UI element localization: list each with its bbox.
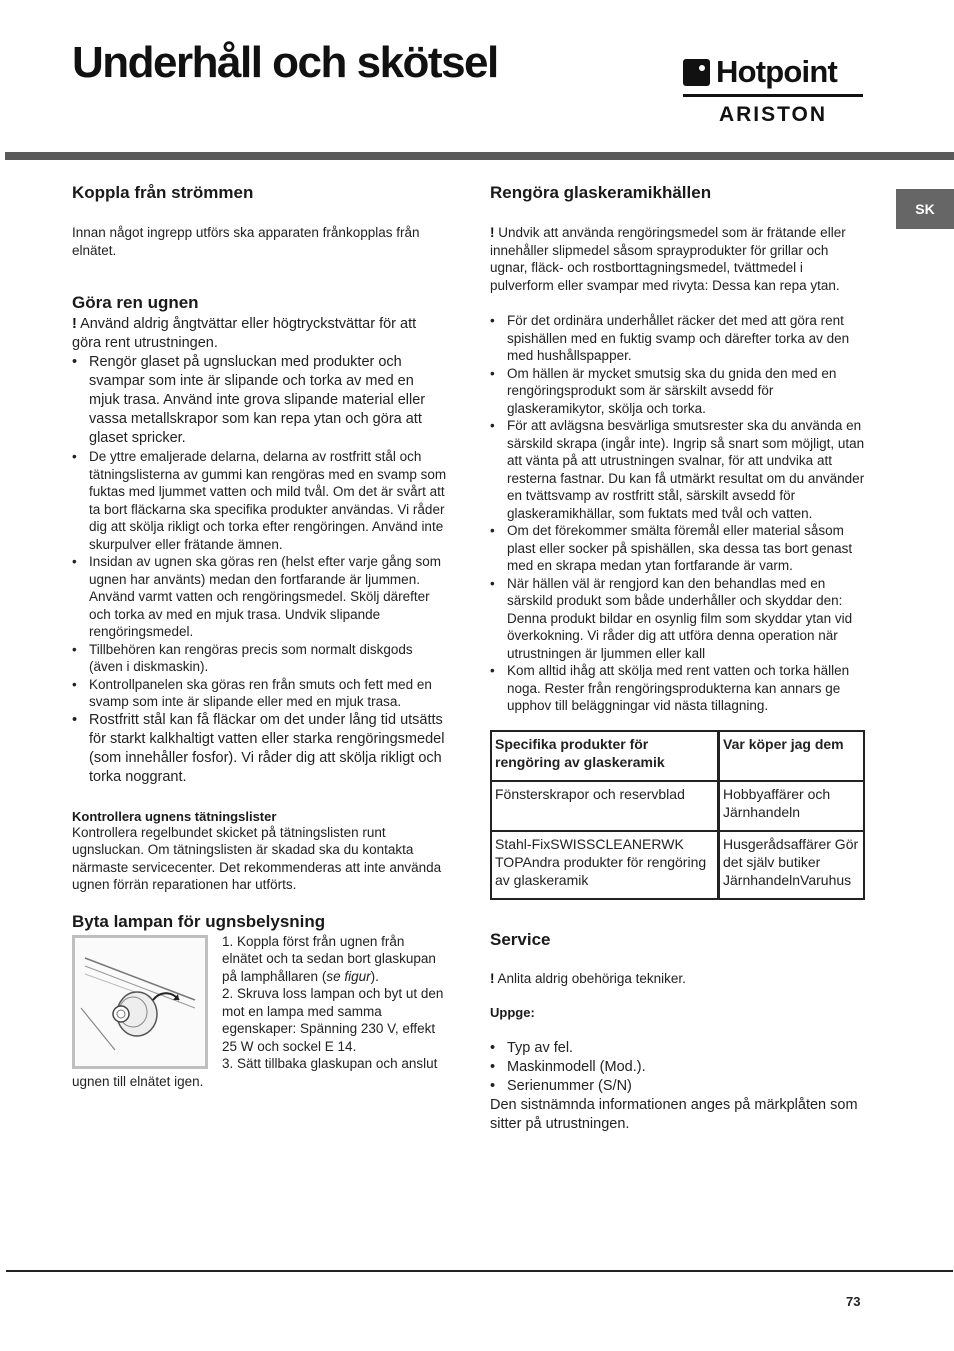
list-item: • Tillbehören kan rengöras precis som normalt diskgods (även i diskmaskin). [72, 641, 447, 676]
list-item: • Serienummer (S/N) [490, 1077, 866, 1096]
table-header-row [491, 731, 864, 781]
section-heading-ceramic-hob: Rengöra glaskeramikhällen [490, 183, 712, 202]
table-header-cell: Var köper jag dem [719, 731, 865, 781]
seals-text: Kontrollera regelbundet skicket på tätningslisten runt ugnsluckan. Om tätningslisten är skadad ska du kontakta närmaste servicecenter. Det rekommenderas att inte använda ugnen förrän reparationen har utförts. [72, 824, 442, 892]
lamp-figure [72, 935, 208, 1069]
table-cell: Stahl-FixSWISSCLEANERWK TOPAndra produkter för rengöring av glaskeramik [491, 831, 719, 899]
cleaning-products-table [490, 730, 865, 900]
left-column [72, 183, 447, 1090]
list-item: • Rostfritt stål kan få fläckar om det under lång tid utsätts för starkt kalkhaltigt vatten eller starka rengöringsmedel (som innehåller fosfor). Vi råder dig att skölja rikligt och torka noggrant. [72, 711, 447, 787]
section-heading-seals: Kontrollera ugnens tätningslister [72, 808, 277, 824]
brand-logo [683, 56, 865, 132]
section-heading-clean-oven: Göra ren ugnen [72, 293, 199, 312]
service-subheading: Uppge: [490, 1005, 535, 1020]
section-heading-lamp: Byta lampan för ugnsbelysning [72, 911, 326, 931]
service-warning: ! Anlita aldrig obehöriga tekniker. [490, 970, 686, 986]
clean-oven-warning: ! Använd aldrig ångtvättar eller högtryckstvättar för att göra rent utrustningen. [72, 316, 417, 351]
ceramic-hob-list [490, 312, 866, 715]
right-column [490, 183, 866, 1134]
list-item: • Kom alltid ihåg att skölja med rent vatten och torka hällen noga. Rester från rengöringsprodukterna kan annars ge upphov till beläggningar vid nästa tillagning. [490, 662, 866, 715]
list-item: • Maskinmodell (Mod.). [490, 1058, 866, 1077]
lamp-step-2: 2. Skruva loss lampan och byt ut den mot en lampa med samma egenskaper: Spänning 230 V, effekt 25 W och sockel E 14. [222, 986, 444, 1054]
clean-oven-list [72, 353, 447, 787]
hotpoint-logo-icon [683, 59, 710, 86]
table-row [491, 781, 864, 831]
table-cell: Husgerådsaffärer Gör det själv butiker JärnhandelnVaruhus [719, 831, 865, 899]
service-list [490, 1039, 866, 1096]
oven-lamp-icon [75, 938, 205, 1066]
page-title: Underhåll och skötsel [72, 38, 498, 87]
section-heading-disconnect: Koppla från strömmen [72, 183, 254, 202]
list-item: • Om hällen är mycket smutsig ska du gnida den med en rengöringsprodukt som är särskilt avsedd för glaskeramikytor, skölja och torka. [490, 365, 866, 418]
list-item: • Om det förekommer smälta föremål eller material såsom plast eller socker på spishällen, ska dessa tas bort genast med en skrapa medan ytan fortfarande är varm. [490, 522, 866, 575]
table-header-cell: Specifika produkter för rengöring av glaskeramik [491, 731, 719, 781]
page-number: 73 [846, 1294, 861, 1309]
lamp-step-1: 1. Koppla först från ugnen från elnätet och ta sedan bort glaskupan på lamphållaren (se figur). [222, 933, 436, 984]
warning-icon: ! [72, 316, 77, 332]
table-row [491, 831, 864, 899]
ceramic-hob-warning: ! Undvik att använda rengöringsmedel som är frätande eller innehåller slipmedel såsom sprayprodukter för grillar och ugnar, fläck- och rostborttagningsmedel, tvättmedel i pulverform eller svampar med rivyta: Dessa kan repa ytan. [490, 225, 846, 293]
list-item: • Typ av fel. [490, 1039, 866, 1058]
list-item: • Insidan av ugnen ska göras ren (helst efter varje gång som ugnen har använts) medan den fortfarande är ljummen. Använd varmt vatten och rengöringsmedel. Skölj därefter och torka av med en mjuk trasa. Undvik slipande rengöringsmedel. [72, 553, 447, 641]
list-item: • Rengör glaset på ugnsluckan med produkter och svampar som inte är slipande och torka av med en mjuk trasa. Använd inte grova slipande material eller vassa metallskrapor som kan repa ytan och göra att glaset spricker. [72, 353, 447, 448]
table-cell: Hobbyaffärer och Järnhandeln [719, 781, 865, 831]
list-item: • När hällen väl är rengjord kan den behandlas med en särskild produkt som både underhåller och skyddar den: Denna produkt bildar en osynlig film som skyddar ytan vid överkokning. Vi råder dig att utföra denna operation när utrustningen är ljummen eller kall [490, 575, 866, 663]
list-item: • För det ordinära underhållet räcker det med att göra rent spishällen med en fuktig svamp och därefter torka av den med hushållspapper. [490, 312, 866, 365]
warning-icon: ! [490, 225, 495, 240]
header-rule [5, 152, 954, 160]
section-heading-service: Service [490, 929, 551, 949]
list-item: • För att avlägsna besvärliga smutsrester ska du använda en särskild skrapa (ingår inte). Ingrip så snart som möjligt, utan att vänta på att utrustningen svalnar, för att undvika att resterna fastnar. Du kan få utmärkt resultat om du använder en tvättsvamp av rostfritt stål, särskilt avsedd för glaskeramikhällar, som fuktats med tvål och vatten. [490, 417, 866, 522]
list-item: • Kontrollpanelen ska göras ren från smuts och fett med en svamp som inte är slipande eller med en mjuk trasa. [72, 676, 447, 711]
footer-rule [6, 1270, 953, 1272]
lamp-instructions [72, 933, 447, 1091]
table-cell: Fönsterskrapor och reservblad [491, 781, 719, 831]
warning-icon: ! [490, 970, 495, 986]
lamp-step-3: 3. Sätt tillbaka glaskupan och anslut ugnen till elnätet igen. [72, 1056, 438, 1089]
brand-name-hotpoint: Hotpoint [716, 54, 837, 89]
list-item: • De yttre emaljerade delarna, delarna av rostfritt stål och tätningslisterna av gummi kan rengöras med en svamp som fuktas med ljummet vatten och mild tvål. Om det är svårt att ta bort fläckarna ska specifika produkter användas. Vi råder dig att skölja rikligt och torka efter rengöringen. Använd inte skurpulver eller frätande ämnen. [72, 448, 447, 553]
disconnect-text: Innan något ingrepp utförs ska apparaten frånkopplas från elnätet. [72, 225, 420, 258]
language-tab: SK [896, 189, 954, 229]
logo-divider [683, 94, 863, 97]
brand-name-ariston: ARISTON [718, 103, 828, 126]
service-note: Den sistnämnda informationen anges på märkplåten som sitter på utrustningen. [490, 1097, 858, 1132]
